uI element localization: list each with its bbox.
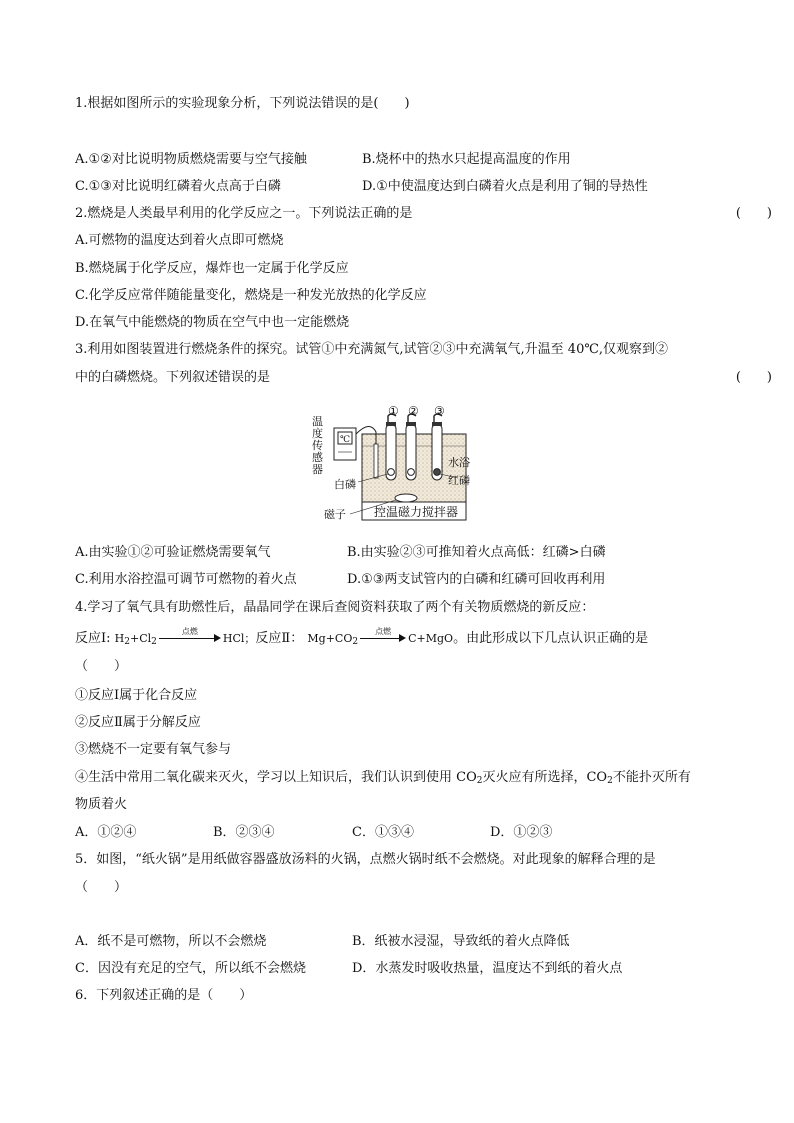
red-phosphorus [434, 469, 441, 476]
sensor-label [312, 416, 324, 476]
q4-statement-4-cont: 物质着火 [75, 797, 128, 812]
sensor-display: ℃ [340, 435, 351, 445]
magnet-stirrer-bar [395, 494, 417, 502]
subscript: 2 [352, 637, 359, 647]
q1-option-b: B.烧杯中的热水只起提高温度的作用 [362, 152, 571, 167]
q4-statement-2: ②反应Ⅱ属于分解反应 [75, 715, 201, 730]
product-hcl: HCl； [222, 632, 256, 645]
q4-stem: 4.学习了氧气具有助燃性后，晶晶同学在课后查阅资料获取了两个有关物质燃烧的新反应： [75, 600, 595, 615]
magnet-label: 磁子 [324, 508, 346, 521]
q3-stem-line1: 3.利用如图装置进行燃烧条件的探究。试管①中充满氮气,试管②③中充满氧气,升温至 40℃,仅观察到② [75, 342, 669, 357]
stirrer-label: 控温磁力搅拌器 [373, 505, 458, 519]
white-phosphorus-label: 白磷 [334, 478, 356, 491]
q5-option-b: B．纸被水浸湿，导致纸的着火点降低 [352, 934, 570, 949]
q4-option-d: D．①②③ [490, 825, 553, 840]
statement-4-part-b: 灭火应有所选择，CO [482, 770, 608, 785]
subscript: 2 [151, 637, 157, 647]
q2-option-c: C.化学反应常伴随能量变化，燃烧是一种发光放热的化学反应 [75, 288, 427, 303]
sensor-char: 器 [312, 463, 323, 476]
q5-option-d: D．水蒸发时吸收热量，温度达不到纸的着火点 [352, 961, 623, 976]
q3-answer-paren: ( ) [735, 370, 772, 385]
reactants-mg-co2: Mg+CO [307, 632, 353, 645]
q4-answer-paren: （ ） [75, 659, 128, 674]
reaction-2-label: 反应Ⅱ： [255, 631, 304, 646]
test-tube-2 [406, 424, 416, 480]
water-bath-label: 水浴 [448, 456, 470, 469]
tube-label-1: ① [388, 404, 399, 418]
sensor-char: 感 [312, 451, 323, 464]
q5-stem: 5．如图，“纸火锅”是用纸做容器盛放汤料的火锅，点燃火锅时纸不会燃烧。对此现象的解释合理的是 [75, 852, 656, 867]
reactant-h: H [114, 632, 125, 645]
q4-option-a: A．①②④ [75, 825, 137, 840]
tube-label-2: ② [408, 404, 419, 418]
white-phosphorus-2 [408, 469, 415, 476]
q4-option-b: B．②③④ [213, 825, 275, 840]
q2-option-a: A.可燃物的温度达到着火点即可燃烧 [75, 233, 284, 248]
reaction-2-equation [307, 632, 358, 645]
q5-option-a: A．纸不是可燃物，所以不会燃烧 [75, 934, 267, 949]
q3-option-c: C.利用水浴控温可调节可燃物的着火点 [75, 572, 297, 587]
subscript: 2 [476, 776, 483, 786]
reaction-1-label: 反应Ⅰ: [75, 631, 111, 646]
reaction-arrow-1 [159, 629, 221, 645]
statement-4-part-c: 不能扑灭所有 [612, 770, 691, 785]
q2-answer-paren: ( ) [735, 206, 772, 221]
reactant-cl: +Cl [129, 632, 152, 645]
reaction-1-equation [115, 632, 157, 645]
reaction-tail-text: 。由此形成以下几点认识正确的是 [453, 631, 649, 646]
q2-option-d: D.在氧气中能燃烧的物质在空气中也一定能燃烧 [75, 315, 350, 330]
test-tube-3 [432, 424, 442, 480]
subscript: 2 [607, 776, 613, 786]
reaction-arrow-2 [360, 629, 406, 645]
q3-option-d: D.①③两支试管内的白磷和红磷可回收再利用 [347, 572, 606, 587]
q1-option-d: D.①中使温度达到白磷着火点是利用了铜的导热性 [362, 179, 648, 194]
q2-stem: 2.燃烧是人类最早利用的化学反应之一。下列说法正确的是 [75, 206, 413, 221]
q4-statement-4 [75, 769, 691, 787]
q4-option-c: C．①③④ [352, 825, 414, 840]
subscript: 2 [124, 637, 130, 647]
q1-option-c: C.①③对比说明红磷着火点高于白磷 [75, 179, 281, 194]
sensor-char: 度 [312, 427, 323, 440]
q1-option-a: A.①②对比说明物质燃烧需要与空气接触 [75, 152, 307, 167]
test-tube-1 [386, 424, 396, 480]
sensor-char: 传 [312, 439, 323, 452]
q6-stem: 6．下列叙述正确的是（ ） [75, 988, 253, 1003]
q5-option-c: C．因没有充足的空气，所以纸不会燃烧 [75, 961, 306, 976]
statement-4-part-a: ④生活中常用二氧化碳来灭火，学习以上知识后，我们认识到使用 CO [75, 770, 477, 785]
reaction-condition-2: 点燃 [375, 627, 392, 636]
q3-stem-line2: 中的白磷燃烧。下列叙述错误的是 [75, 370, 271, 385]
tube-label-3: ③ [434, 404, 445, 418]
red-phosphorus-label: 红磷 [448, 474, 470, 487]
q4-statement-3: ③燃烧不一定要有氧气参与 [75, 742, 232, 757]
q5-answer-paren: （ ） [75, 880, 128, 895]
sensor-char: 温 [312, 415, 323, 428]
q3-option-b: B.由实验②③可推知着火点高低：红磷>白磷 [347, 545, 606, 560]
q3-apparatus-figure [310, 402, 474, 526]
q4-statement-1: ①反应Ⅰ属于化合反应 [75, 688, 198, 703]
reaction-condition-1: 点燃 [181, 627, 198, 636]
sensor-probe [374, 444, 378, 478]
q1-stem: 1.根据如图所示的实验现象分析，下列说法错误的是( ) [75, 96, 410, 111]
q4-reactions [75, 629, 648, 648]
white-phosphorus-1 [388, 469, 395, 476]
q3-option-a: A.由实验①②可验证燃烧需要氧气 [75, 545, 271, 560]
q2-option-b: B.燃烧属于化学反应，爆炸也一定属于化学反应 [75, 261, 349, 276]
products-c-mgo: C+MgO [408, 632, 454, 645]
